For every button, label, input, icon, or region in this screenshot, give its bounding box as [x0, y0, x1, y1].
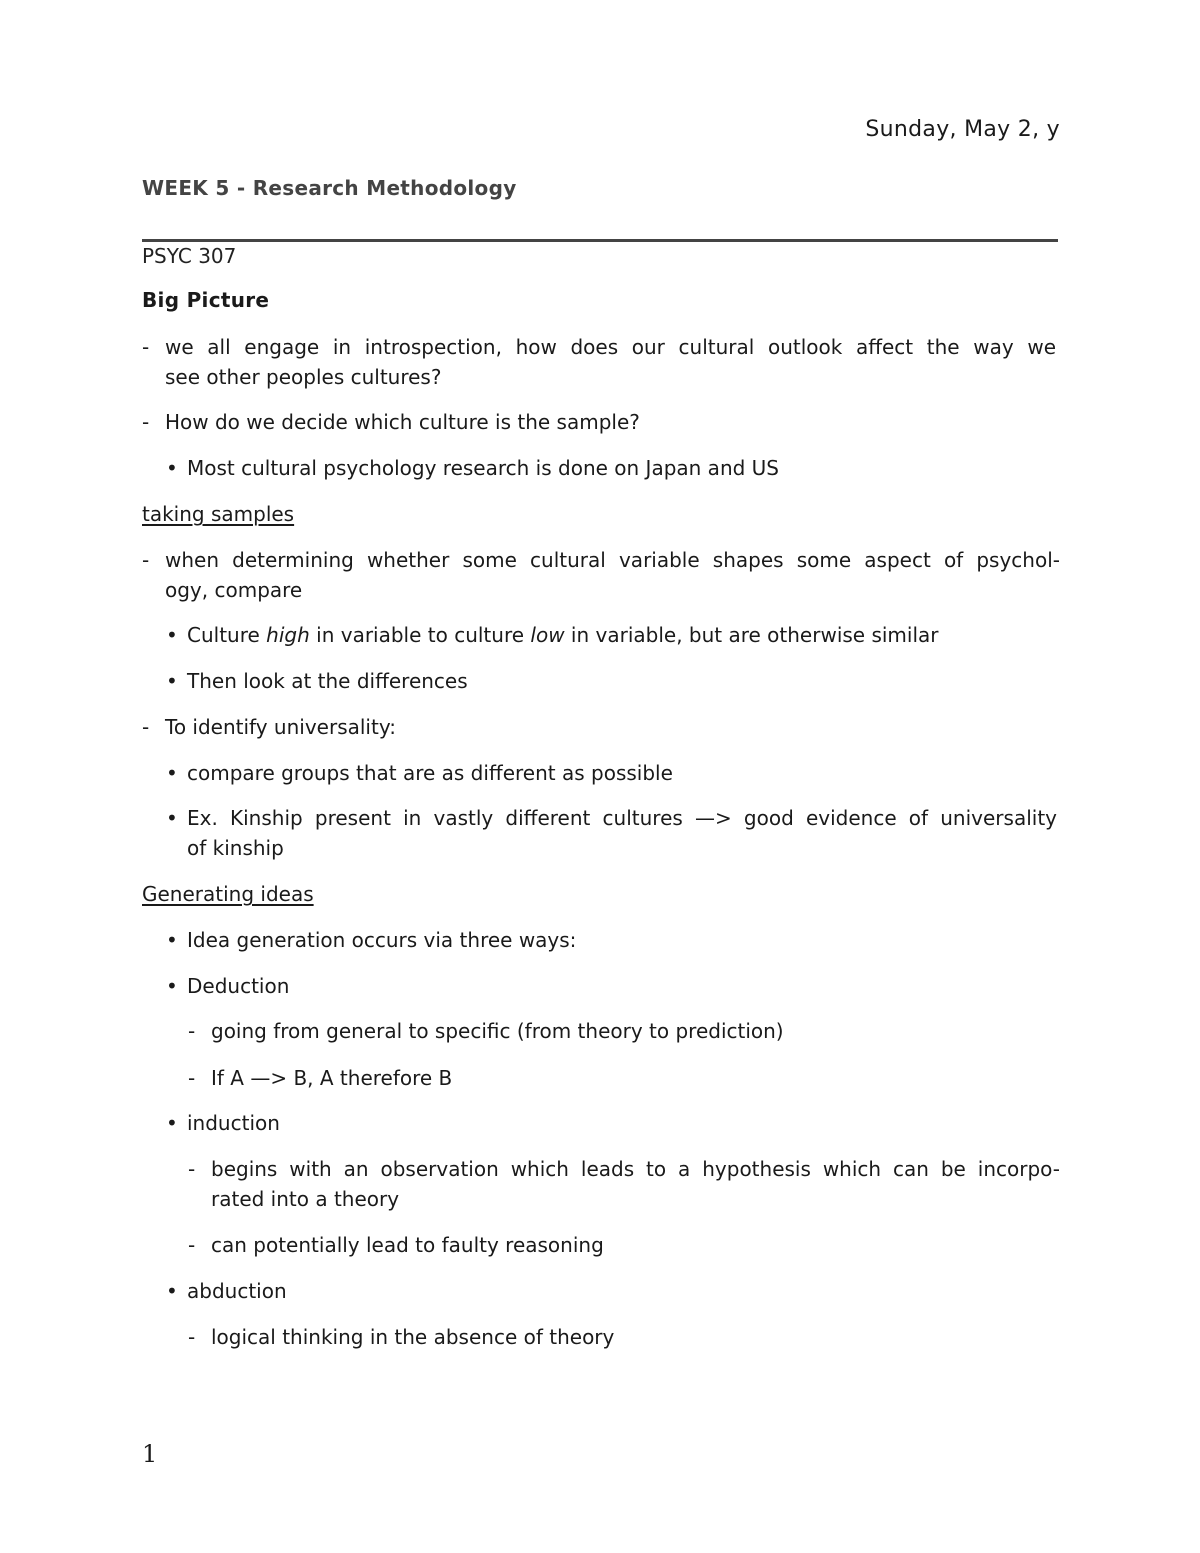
list-item-line: begins with an observation which leads to a hypothesis which can be incorpo- [211, 1157, 1060, 1181]
section-heading-big-picture: Big Picture [142, 288, 270, 312]
bullet-marker: • [166, 456, 178, 480]
list-item-text: abduction [187, 1279, 287, 1303]
text-run: in variable, but are otherwise similar [564, 623, 939, 647]
dash-marker: - [142, 548, 150, 572]
list-item-line: Ex. Kinship present in vastly different cultures —> good evidence of universality [187, 806, 1057, 830]
list-item-line: rated into a theory [211, 1187, 400, 1211]
list-item-text [187, 803, 1057, 833]
list-item-text: How do we decide which culture is the sample? [165, 410, 640, 434]
dash-marker: - [142, 410, 150, 434]
list-item-text: If A —> B, A therefore B [211, 1066, 453, 1090]
section-heading-generating-ideas: Generating ideas [142, 882, 314, 906]
section-heading-taking-samples: taking samples [142, 502, 295, 526]
dash-marker: - [142, 715, 150, 739]
list-item-text [165, 332, 1056, 362]
text-run: in variable to culture [309, 623, 531, 647]
list-item-line: when determining whether some cultural variable shapes some aspect of psychol- [165, 548, 1060, 572]
list-item-text: compare groups that are as different as possible [187, 761, 673, 785]
list-item-text: To identify universality: [165, 715, 396, 739]
list-item-line: we all engage in introspection, how does our cultural outlook affect the way we [165, 335, 1056, 359]
page-number: 1 [142, 1440, 158, 1468]
list-item-text [165, 545, 1060, 575]
list-item-text: Deduction [187, 974, 290, 998]
horizontal-rule [142, 239, 1058, 242]
course-code: PSYC 307 [142, 244, 237, 268]
bullet-marker: • [166, 761, 178, 785]
list-item-text: can potentially lead to faulty reasoning [211, 1233, 604, 1257]
emphasis-low: low [530, 623, 565, 647]
document-date: Sunday, May 2, y [865, 117, 1060, 142]
list-item-line: of kinship [187, 836, 284, 860]
text-run: Culture [187, 623, 267, 647]
dash-marker: - [188, 1325, 196, 1349]
list-item-text: Most cultural psychology research is done on Japan and US [187, 456, 780, 480]
bullet-marker: • [166, 1279, 178, 1303]
list-item-text: going from general to specific (from theory to prediction) [211, 1019, 784, 1043]
emphasis-high: high [266, 623, 310, 647]
list-item-text: Idea generation occurs via three ways: [187, 928, 577, 952]
bullet-marker: • [166, 928, 178, 952]
dash-marker: - [188, 1233, 196, 1257]
bullet-marker: • [166, 669, 178, 693]
list-item-line: ogy, compare [165, 578, 303, 602]
list-item-text [187, 620, 939, 650]
list-item-text: induction [187, 1111, 280, 1135]
bullet-marker: • [166, 623, 178, 647]
dash-marker: - [188, 1019, 196, 1043]
bullet-marker: • [166, 974, 178, 998]
dash-marker: - [188, 1157, 196, 1181]
list-item-line: see other peoples cultures? [165, 365, 442, 389]
week-title: WEEK 5 - Research Methodology [142, 176, 517, 200]
list-item-text: Then look at the differences [187, 669, 468, 693]
list-item-text: logical thinking in the absence of theory [211, 1325, 615, 1349]
list-item-text [211, 1154, 1060, 1184]
bullet-marker: • [166, 806, 178, 830]
dash-marker: - [188, 1066, 196, 1090]
bullet-marker: • [166, 1111, 178, 1135]
dash-marker: - [142, 335, 150, 359]
